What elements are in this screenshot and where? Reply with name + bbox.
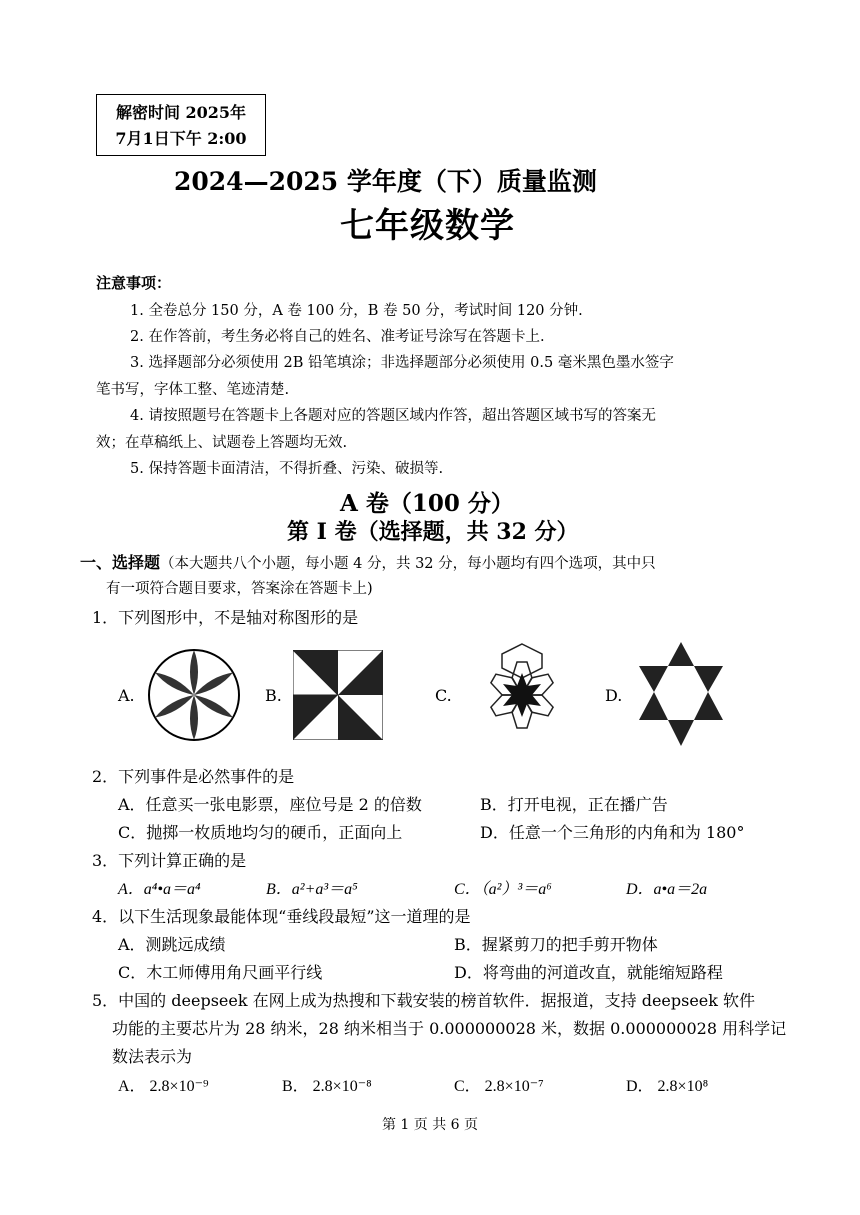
note-item-1: 1. 全卷总分 150 分，A 卷 100 分，B 卷 50 分，考试时间 120 分钟. — [130, 303, 583, 319]
question-4-stem: 4．以下生活现象最能体现“垂线段最短”这一道理的是 — [92, 907, 471, 926]
notes-heading: 注意事项： — [96, 274, 172, 292]
question-2-stem: 2．下列事件是必然事件的是 — [92, 767, 295, 786]
part1-instructions-cont: 有一项符合题目要求，答案涂在答题卡上) — [106, 581, 373, 597]
exam-title: 2024—2025 学年度（下）质量监测 — [174, 167, 597, 196]
question-3-stem: 3．下列计算正确的是 — [92, 851, 247, 870]
note-item-4-cont: 效；在草稿纸上、试题卷上答题均无效. — [96, 435, 348, 451]
part1-instructions: （本大题共八个小题，每小题 4 分，共 32 分，每小题均有四个选项，其中只 — [160, 556, 656, 572]
q1-option-d-label: D. — [605, 686, 623, 705]
hexagon-star-figure — [467, 640, 577, 750]
flower-in-circle-figure — [147, 648, 241, 742]
decrypt-time-line1: 解密时间 2025年 — [115, 103, 247, 122]
question-5-stem-line3: 数法表示为 — [112, 1047, 193, 1066]
q5-option-c: C． 2.8×10⁻⁷ — [454, 1078, 544, 1095]
q1-option-c-label: C. — [435, 686, 452, 705]
part1-heading: 第 I 卷（选择题，共 32 分） — [287, 519, 579, 545]
q5-option-b: B． 2.8×10⁻⁸ — [282, 1078, 372, 1095]
part1-label: 一、选择题 — [80, 553, 161, 572]
note-item-4: 4. 请按照题号在答题卡上各题对应的答题区域内作答，超出答题区域书写的答案无 — [130, 408, 656, 424]
section-a-heading: A 卷（100 分） — [340, 490, 514, 517]
q4-option-a: A．测跳远成绩 — [118, 935, 226, 954]
q4-option-b: B．握紧剪刀的把手剪开物体 — [454, 935, 658, 954]
q2-option-c: C．抛掷一枚质地均匀的硬币，正面向上 — [118, 823, 403, 842]
q3-option-b: B．a²+a³＝a⁵ — [266, 881, 358, 898]
subject-title: 七年级数学 — [340, 206, 515, 246]
question-5-stem-line2: 功能的主要芯片为 28 纳米，28 纳米相当于 0.000000028 米，数据 0.000000028 用科学记 — [112, 1019, 787, 1038]
note-item-3-cont: 笔书写，字体工整、笔迹清楚. — [96, 382, 290, 398]
question-5-stem-line1: 5．中国的 deepseek 在网上成为热搜和下载安装的榜首软件．据报道，支持 deepseek 软件 — [92, 991, 756, 1010]
note-item-5: 5. 保持答题卡面清洁，不得折叠、污染、破损等. — [130, 461, 444, 477]
page-number: 第 1 页 共 6 页 — [381, 1117, 479, 1133]
q1-option-b-label: B. — [265, 686, 282, 705]
q2-option-a: A．任意买一张电影票，座位号是 2 的倍数 — [118, 795, 422, 814]
decrypt-time-box — [96, 94, 266, 156]
q5-option-a: A． 2.8×10⁻⁹ — [118, 1078, 209, 1095]
q3-option-c: C．（a²）³＝a⁶ — [454, 881, 552, 898]
q2-option-d: D．任意一个三角形的内角和为 180° — [480, 823, 745, 842]
pinwheel-figure — [293, 650, 383, 740]
note-item-3: 3. 选择题部分必须使用 2B 铅笔填涂；非选择题部分必须使用 0.5 毫米黑色墨水签字 — [130, 355, 674, 371]
note-item-2: 2. 在作答前，考生务必将自己的姓名、准考证号涂写在答题卡上. — [130, 329, 545, 345]
q2-option-b: B．打开电视，正在播广告 — [480, 795, 668, 814]
q1-option-a-label: A. — [118, 686, 135, 705]
six-pointed-star-figure — [635, 640, 727, 748]
q5-option-d: D． 2.8×10⁸ — [626, 1078, 709, 1095]
part1-intro — [80, 550, 656, 573]
q3-option-d: D．a•a＝2a — [626, 881, 708, 898]
q3-option-a: A．a⁴•a＝a⁴ — [118, 881, 201, 898]
question-1-figures — [115, 640, 735, 750]
q4-option-d: D．将弯曲的河道改直，就能缩短路程 — [454, 963, 723, 982]
q4-option-c: C．木工师傅用角尺画平行线 — [118, 963, 323, 982]
decrypt-time-line2: 7月1日下午 2:00 — [115, 129, 247, 148]
question-1-stem: 1．下列图形中，不是轴对称图形的是 — [92, 608, 359, 627]
